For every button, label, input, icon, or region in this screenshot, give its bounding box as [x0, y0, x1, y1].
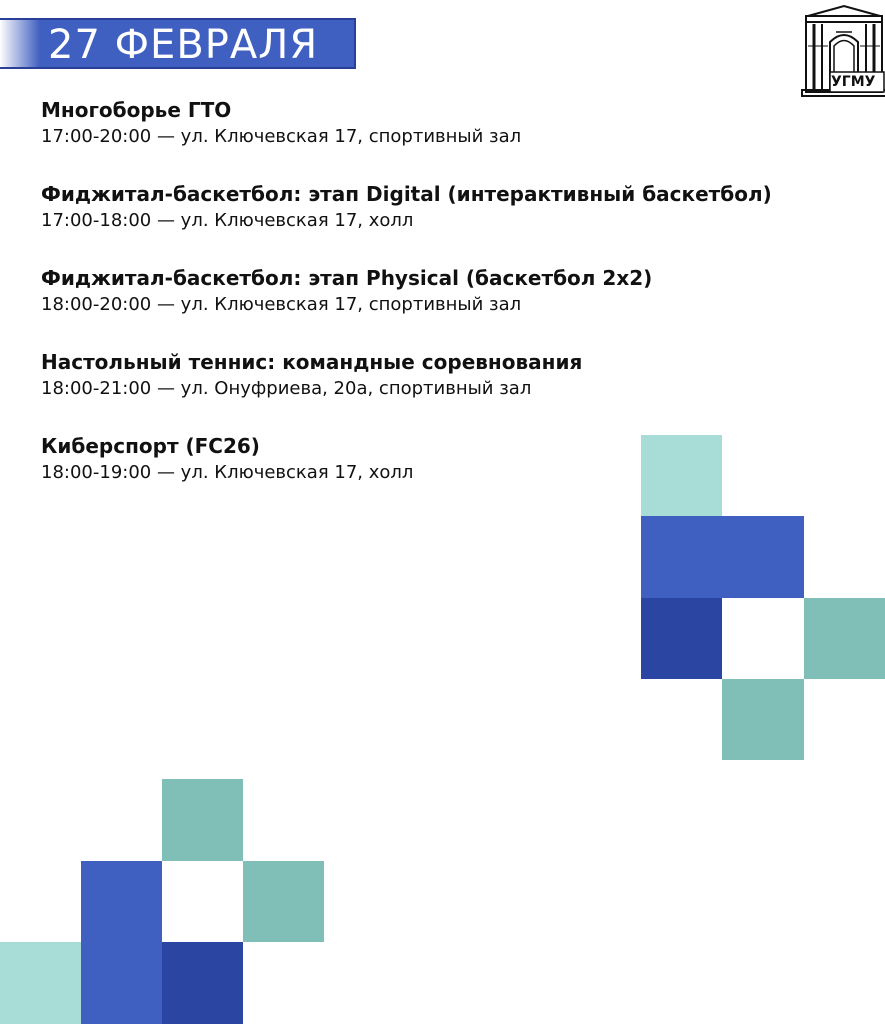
event-details: 17:00-18:00 — ул. Ключевская 17, холл — [41, 210, 414, 231]
decor-tile — [162, 779, 243, 861]
event-item — [41, 264, 871, 348]
event-details: 18:00-19:00 — ул. Ключевская 17, холл — [41, 462, 414, 483]
decor-tile — [641, 598, 722, 679]
event-title: Фиджитал-баскетбол: этап Digital (интерактивный баскетбол) — [41, 182, 772, 206]
event-title: Фиджитал-баскетбол: этап Physical (баскетбол 2х2) — [41, 266, 653, 290]
logo-text: УГМУ — [831, 74, 876, 90]
university-logo — [800, 2, 885, 98]
event-list — [41, 96, 871, 516]
event-details: 18:00-20:00 — ул. Ключевская 17, спортивный зал — [41, 294, 522, 315]
event-item — [41, 348, 871, 432]
date-banner — [0, 18, 356, 69]
decor-tile — [641, 516, 804, 598]
event-details: 17:00-20:00 — ул. Ключевская 17, спортивный зал — [41, 126, 522, 147]
decor-tile — [243, 861, 324, 942]
event-item — [41, 96, 871, 180]
event-title: Многоборье ГТО — [41, 98, 232, 122]
decor-tile — [81, 861, 162, 1024]
event-item — [41, 432, 871, 516]
event-title: Настольный теннис: командные соревнования — [41, 350, 583, 374]
event-item — [41, 180, 871, 264]
event-details: 18:00-21:00 — ул. Онуфриева, 20а, спортивный зал — [41, 378, 532, 399]
decor-tile — [0, 942, 81, 1024]
decor-tile — [722, 679, 804, 760]
event-title: Киберспорт (FC26) — [41, 434, 260, 458]
date-label: 27 ФЕВРАЛЯ — [48, 22, 319, 68]
decor-tile — [162, 942, 243, 1024]
decor-tile — [641, 435, 722, 516]
decor-tile — [804, 598, 885, 679]
